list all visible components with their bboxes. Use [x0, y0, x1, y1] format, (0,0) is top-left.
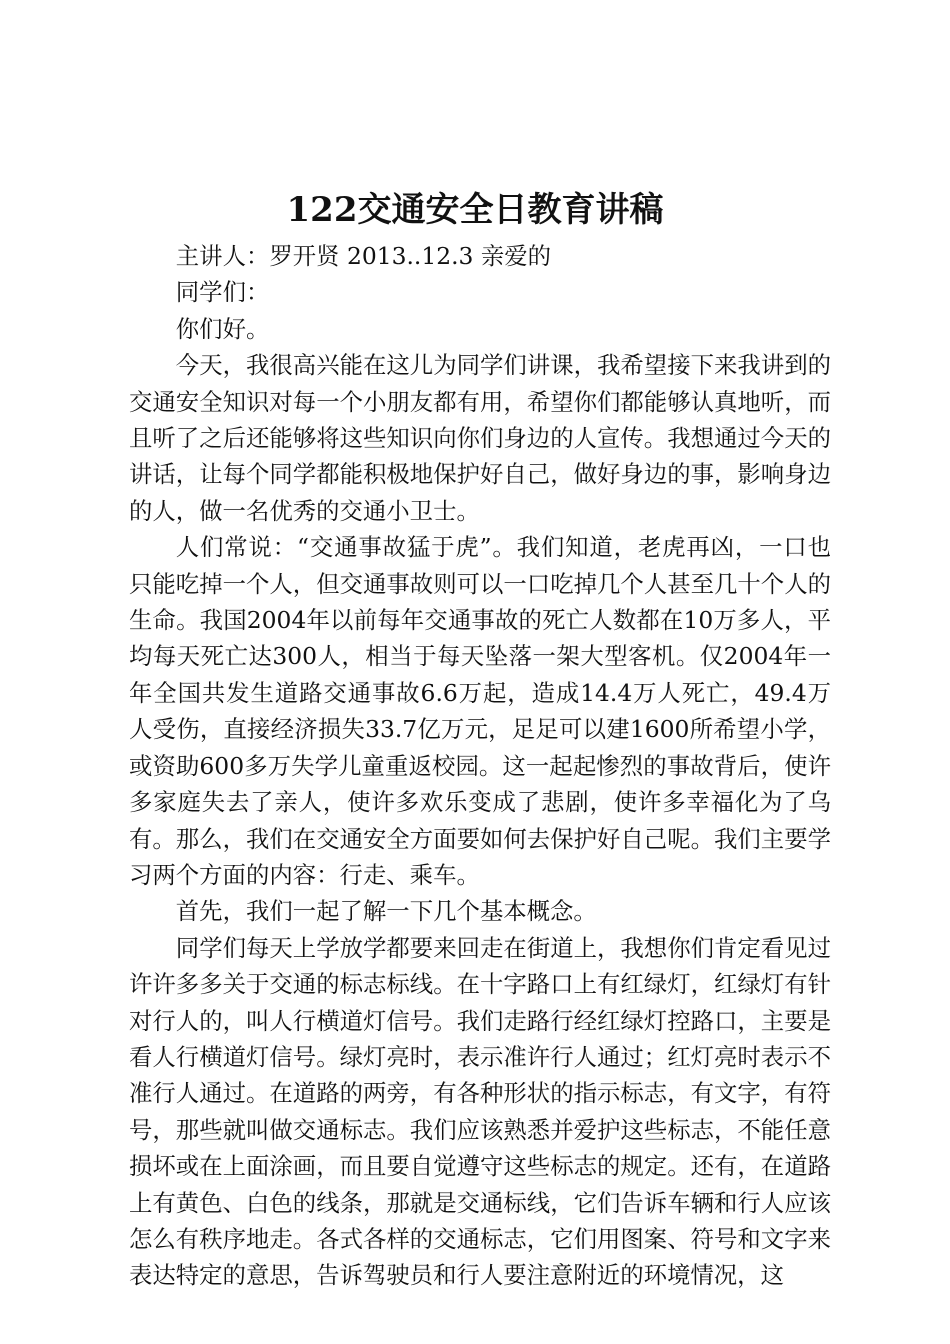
document-body — [129, 238, 831, 1294]
paragraph-intro: 今天，我很高兴能在这儿为同学们讲课，我希望接下来我讲到的交通安全知识对每一个小朋友都有用，希望你们都能够认真地听，而且听了之后还能够将这些知识向你们身边的人宣传。我想通过今天的讲话，让每个同学都能积极地保护好自己，做好身边的事，影响身边的人，做一名优秀的交通小卫士。 — [129, 351, 831, 525]
greeting-line: 同学们： — [175, 278, 270, 307]
speaker-line: 主讲人：罗开贤 2013..12.3 亲爱的 — [175, 242, 552, 270]
paragraph-basic-concepts: 首先，我们一起了解一下几个基本概念。 — [175, 897, 597, 926]
paragraph-traffic-signs: 同学们每天上学放学都要来回走在街道上，我想你们肯定看见过许许多多关于交通的标志标线。在十字路口上有红绿灯，红绿灯有针对行人的，叫人行横道灯信号。我们走路行经红绿灯控路口，主要是看人行横道灯信号。绿灯亮时，表示准许行人通过；红灯亮时表示不准行人通过。在道路的两旁，有各种形状的指示标志，有文字，有符号，那些就叫做交通标志。我们应该熟悉并爱护这些标志，不能任意损坏或在上面涂画，而且要自觉遵守这些标志的规定。还有，在道路上有黄色、白色的线条，那就是交通标线，它们告诉车辆和行人应该怎么有秩序地走。各式各样的交通标志，它们用图案、符号和文字来表达特定的意思，告诉驾驶员和行人要注意附近的环境情况，这 — [129, 933, 831, 1290]
paragraph-accident-statistics: 人们常说：“交通事故猛于虎”。我们知道，老虎再凶，一口也只能吃掉一个人，但交通事故则可以一口吃掉几个人甚至几十个人的生命。我国2004年以前每年交通事故的死亡人数都在10万多人，平均每天死亡达300人，相当于每天坠落一架大型客机。仅2004年一年全国共发生道路交通事故6.6万起，造成14.4万人死亡，49.4万人受伤，直接经济损失33.7亿万元，足足可以建1600所希望小学，或资助600多万失学儿童重返校园。这一起起惨烈的事故背后，使许多家庭失去了亲人，使许多欢乐变成了悲剧，使许多幸福化为了乌有。那么，我们在交通安全方面要如何去保护好自己呢。我们主要学习两个方面的内容：行走、乘车。 — [129, 533, 831, 889]
hello-line: 你们好。 — [175, 314, 270, 343]
document-title: 122交通安全日教育讲稿 — [286, 190, 664, 230]
